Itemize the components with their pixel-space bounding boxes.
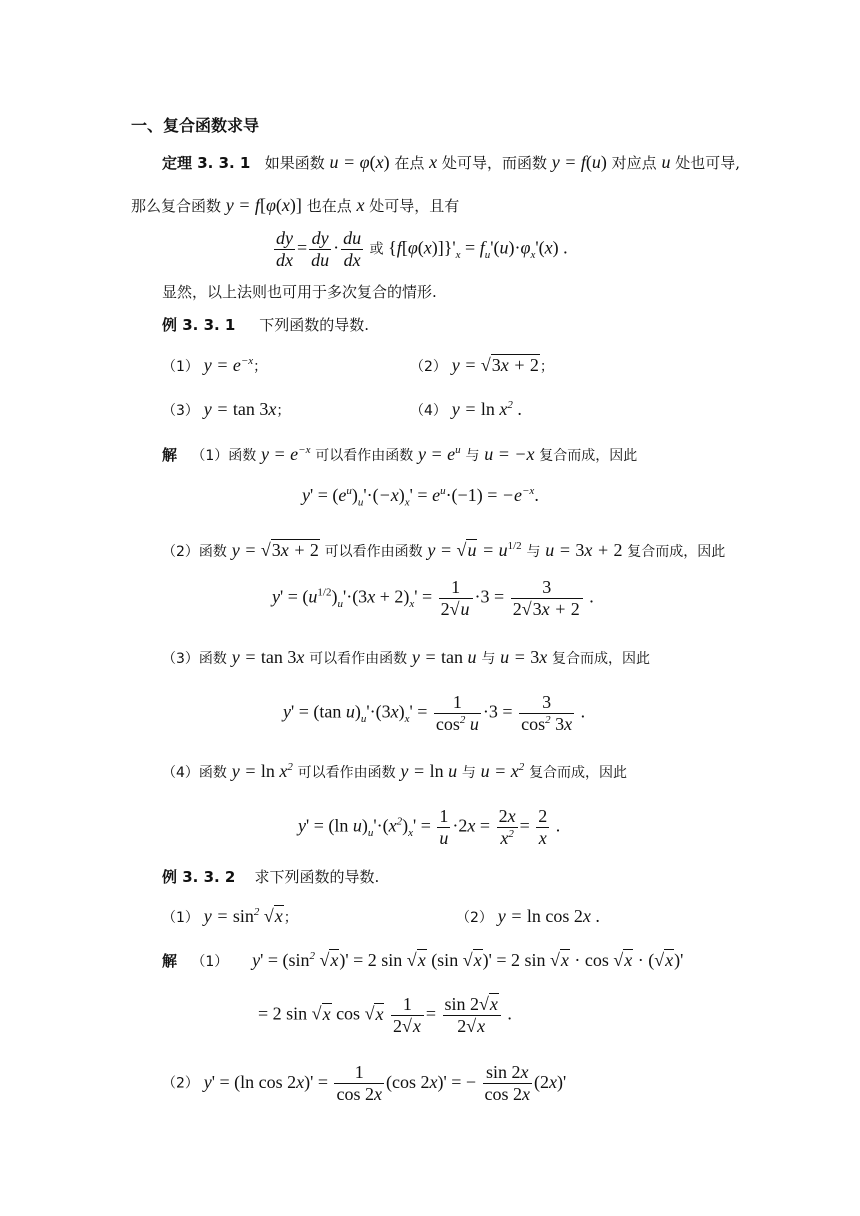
theorem-text: 处也可导, (675, 154, 741, 172)
example-prompt: 求下列函数的导数. (254, 868, 380, 886)
theorem-text: 处可导，而函数 (441, 154, 547, 172)
ex1-item-2: （2） y = √3x + 2； (410, 355, 554, 375)
formula: u = φ(x) (329, 152, 390, 172)
formula: u (661, 152, 671, 172)
formula-1: $y' = (e^u)_u'\cdot(-x)_x' = e^u\cdot(-1) = -e^{-x}$. (302, 485, 539, 509)
formula: y = f[φ(x)] (225, 195, 302, 215)
example-label: 例 3. 3. 1 (162, 316, 236, 334)
ex1-item-4: （4） $y = \ln x^2$ . (410, 399, 522, 419)
ex2-item-1: （1） $y = \sin^2 √x$； (162, 906, 298, 926)
section-heading: 一、复合函数求导 (131, 116, 260, 135)
theorem-text: 处可导，且有 (369, 197, 460, 215)
theorem-line-1 (162, 152, 740, 173)
theorem-label: 定理 3. 3. 1 (162, 154, 251, 172)
formula-2: $y' = (u^{1/2})_u'\cdot(3x + 2)_x'$ = $\frac{1}{2√u}$ ·3 = $\frac{3}{2√3x + 2}$ . (272, 577, 594, 619)
theorem-text: 也在点 (306, 197, 352, 215)
ex2-item-2: （2） y = ln cos 2x . (456, 906, 600, 926)
ex2-solution-1: 解 （1） $y' = (\sin^2$ √x)' = 2 sin √x (sin √x)' = 2 sin √x · cos √x · (√x)' (162, 950, 684, 970)
ex1-solution-3: （3）函数 y = tan 3x 可以看作由函数 y = tan u 与 u = 3x 复合而成，因此 (162, 647, 651, 667)
theorem-line-2 (131, 195, 459, 216)
theorem-text: 在点 (394, 154, 425, 172)
theorem-remark: 显然，以上法则也可用于多次复合的情形. (162, 283, 437, 301)
solution-label: 解 (162, 952, 178, 970)
formula-4: y' = (ln $u)_u'\cdot(x^2)_x'$ = $\frac{1}{u}$ ·2x = $\frac{2x}{x^2}$ = $\frac{2}{x}$ . (298, 806, 561, 848)
ex1-solution-4: （4）函数 $y = \ln x^2$ 可以看作由函数 y = ln u 与 $u = x^2$ 复合而成，因此 (162, 761, 628, 781)
chain-rule-formula: $\frac{dy}{dx}$ = $\frac{dy}{du}$ · $\frac{du}{dx}$ 或 $\{f[\varphi(x)]\}'_x = f_u'(u)\cdot\varphi_x'(x)$ . (276, 228, 568, 270)
example-label: 例 3. 3. 2 (162, 868, 236, 886)
formula-5: = 2 sin √x cos √x $\frac{1}{2√x}$ = $\frac{\sin 2√x}{2√x}$ . (258, 994, 512, 1036)
ex1-solution-2: （2）函数 y = √3x + 2 可以看作由函数 $y = √u = u^{1/2}$ 与 u = 3x + 2 复合而成，因此 (162, 540, 726, 560)
formula: x (356, 195, 365, 215)
example-1-header (162, 315, 369, 335)
solution-label: 解 (162, 446, 178, 464)
example-prompt: 下列函数的导数. (259, 316, 369, 334)
formula: x (429, 152, 438, 172)
example-2-header (162, 867, 379, 887)
ex1-item-1: （1） $y = e^{-x}$； (162, 355, 268, 375)
ex2-solution-2: （2） y' = (ln cos 2x)' = $\frac{1}{\cos 2x}$ (cos 2x)' = − $\frac{\sin 2x}{\cos 2x}$ (2x)' (162, 1062, 567, 1104)
ex1-solution-1: 解 （1）函数 $y = e^{-x}$ 可以看作由函数 $y = e^u$ 与 u = −x 复合而成，因此 (162, 444, 638, 464)
formula: y = f(u) (551, 152, 607, 172)
theorem-text: 如果函数 (264, 154, 325, 172)
formula-3: y' = (tan $u)_u'\cdot(3x)_x'$ = $\frac{1}{\cos^2 u}$ ·3 = $\frac{3}{\cos^2 3x}$ . (283, 692, 586, 734)
theorem-text: 那么复合函数 (131, 197, 222, 215)
theorem-text: 对应点 (611, 154, 657, 172)
ex1-item-3: （3） y = tan 3x； (162, 399, 291, 419)
